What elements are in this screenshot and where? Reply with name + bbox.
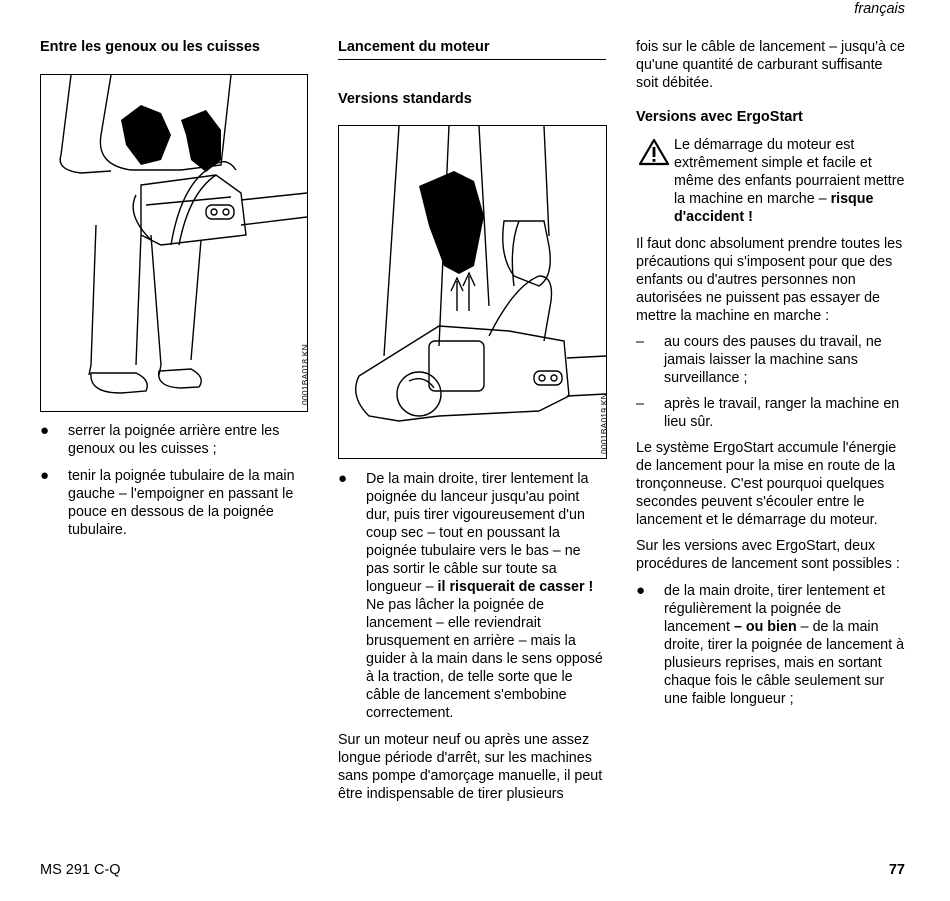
bullet-item-1	[40, 422, 308, 458]
bullet-item-2	[40, 467, 308, 539]
warning-text: Le démarrage du moteur est extrêmement simple et facile et même des enfants pourraient mettre la machine en marche –	[674, 137, 905, 207]
bullet-text-post: – de la main droite, tirer la poignée de lancement à plusieurs reprises, mais en sortant chaque fois le câble seulement sur une faible longueur ;	[664, 619, 905, 707]
bullet-dot-icon: ●	[40, 467, 50, 484]
illustration-pull-starter	[339, 126, 606, 458]
dash-text: au cours des pauses du travail, ne jamais laisser la machine sans surveillance ;	[664, 334, 882, 386]
column-3	[636, 38, 906, 708]
figure-code-2: 0001BA019 KN	[599, 393, 609, 454]
bullet-text-pre: de la main droite, tirer lentement et régulièrement la poignée de lancement	[664, 583, 885, 635]
column-2	[338, 38, 609, 803]
footer-model: MS 291 C-Q	[40, 862, 121, 878]
figure-pull-starter	[338, 125, 607, 459]
paragraph-new-engine: Sur un moteur neuf ou après une assez longue période d'arrêt, sur les machines sans pompe d'amorçage manuelle, il peut être indispensable de tirer plusieurs	[338, 732, 603, 802]
warning-triangle-icon	[638, 138, 670, 166]
paragraph-precautions: Il faut donc absolument prendre toutes les précautions qui s'imposent pour que des enfants ou d'autres personnes non autorisées ne puissent pas essayer de mettre la machine en marche :	[636, 236, 903, 324]
dash-mark: –	[636, 396, 644, 412]
subheading-standard: Versions standards	[338, 91, 472, 107]
paragraph-procedures: Sur les versions avec ErgoStart, deux procédures de lancement sont possibles :	[636, 538, 900, 572]
bullet-text-bold: il risquerait de casser !	[437, 579, 594, 595]
figure-chainsaw-between-knees	[40, 74, 308, 412]
warning-text-bold: risque d'accident !	[674, 191, 874, 225]
dash-item-1	[636, 333, 906, 387]
section-heading-ergostart: Versions avec ErgoStart	[636, 109, 803, 125]
bullet-text: tenir la poignée tubulaire de la main gauche – l'empoigner en passant le pouce en dessous de la poignée tubulaire.	[68, 468, 295, 538]
dash-mark: –	[636, 334, 644, 350]
bullet-dot-icon: ●	[636, 582, 646, 599]
figure-code-1: 0001BA018 KN	[300, 344, 310, 405]
dash-item-2	[636, 395, 906, 431]
illustration-knees	[41, 75, 307, 411]
dash-text: après le travail, ranger la machine en lieu sûr.	[664, 396, 900, 430]
language-label: français	[854, 1, 905, 17]
section-heading-starting: Lancement du moteur	[338, 38, 606, 60]
bullet-dot-icon: ●	[338, 470, 348, 487]
section-heading-knees: Entre les genoux ou les cuisses	[40, 39, 260, 55]
bullet-text-pre: De la main droite, tirer lentement la poignée du lanceur jusqu'au point dur, puis tirer vigoureusement d'un coup sec – tout en poussant la poignée tubulaire vers le bas – ne pas sortir le câble sur toute sa longueur –	[366, 471, 589, 595]
paragraph-ergostart-system: Le système ErgoStart accumule l'énergie de lancement pour la mise en route de la tronçonneuse. C'est pourquoi quelques secondes peuvent s'écouler entre le lancement et le démarrage du moteur.	[636, 440, 897, 528]
bullet-item-starting	[338, 470, 606, 722]
column-1	[40, 38, 308, 539]
paragraph-continued: fois sur le câble de lancement – jusqu'à ce qu'une quantité de carburant suffisante soit débitée.	[636, 39, 905, 91]
bullet-item-ergostart	[636, 582, 906, 708]
warning-block	[636, 136, 906, 226]
bullet-text-post: Ne pas lâcher la poignée de lancement – elle reviendrait brusquement en arrière – mais la guider à la main dans le sens opposé à la traction, de telle sorte que le câble de lancement s'embobine correctement.	[366, 597, 603, 721]
bullet-text-bold: – ou bien	[733, 619, 797, 635]
bullet-dot-icon: ●	[40, 422, 50, 439]
page-number: 77	[888, 862, 905, 878]
bullet-text: serrer la poignée arrière entre les genoux ou les cuisses ;	[68, 423, 280, 457]
